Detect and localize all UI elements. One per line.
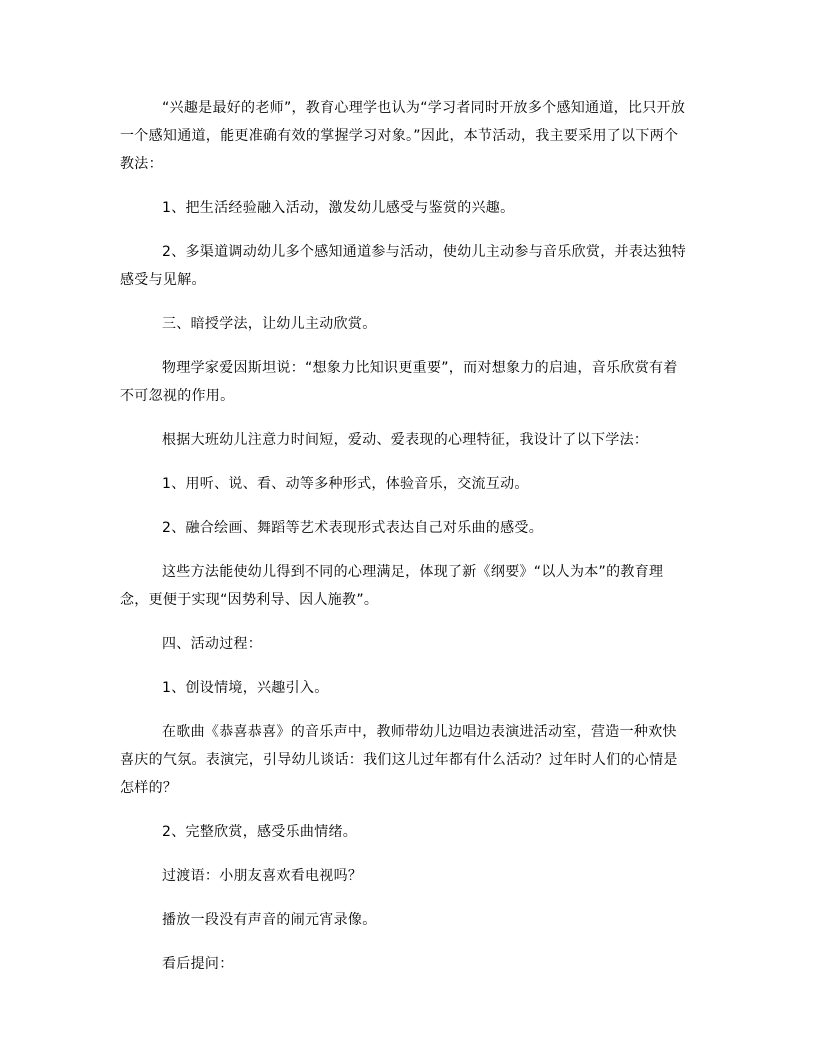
paragraph: 物理学家爱因斯坦说：“想象力比知识更重要”，而对想象力的启迪，音乐欣赏有着不可忽视的作用。 (120, 360, 678, 404)
document-body (120, 94, 690, 994)
paragraph: 2、完整欣赏，感受乐曲情绪。 (162, 824, 358, 840)
paragraph: 根据大班幼儿注意力时间短，爱动、爱表现的心理特征，我设计了以下学法： (162, 432, 649, 448)
paragraph: 2、多渠道调动幼儿多个感知通道参与活动，使幼儿主动参与音乐欣赏，并表达独特感受与见解。 (120, 244, 687, 288)
paragraph: “兴趣是最好的老师”，教育心理学也认为“学习者同时开放多个感知通道，比只开放一个感知通道，能更准确有效的掌握学习对象。”因此，本节活动，我主要采用了以下两个教法： (120, 100, 686, 172)
paragraph: 播放一段没有声音的闹元宵录像。 (162, 912, 377, 928)
section-heading: 三、暗授学法，让幼儿主动欣赏。 (162, 316, 377, 332)
paragraph: 看后提问： (162, 956, 234, 972)
paragraph: 2、融合绘画、舞蹈等艺术表现形式表达自己对乐曲的感受。 (162, 520, 544, 536)
paragraph: 1、创设情境，兴趣引入。 (162, 680, 329, 696)
paragraph: 1、把生活经验融入活动，激发幼儿感受与鉴赏的兴趣。 (162, 200, 515, 216)
paragraph: 过渡语：小朋友喜欢看电视吗？ (162, 868, 363, 884)
paragraph: 这些方法能使幼儿得到不同的心理满足，体现了新《纲要》“以人为本”的教育理念，更便于实现“因势利导、因人施教”。 (120, 564, 664, 608)
paragraph: 在歌曲《恭喜恭喜》的音乐声中，教师带幼儿边唱边表演进活动室，营造一种欢快喜庆的气氛。表演完，引导幼儿谈话：我们这儿过年都有什么活动？过年时人们的心情是怎样的？ (120, 724, 678, 796)
paragraph: 1、用听、说、看、动等多种形式，体验音乐，交流互动。 (162, 476, 529, 492)
section-heading: 四、活动过程： (162, 636, 263, 652)
